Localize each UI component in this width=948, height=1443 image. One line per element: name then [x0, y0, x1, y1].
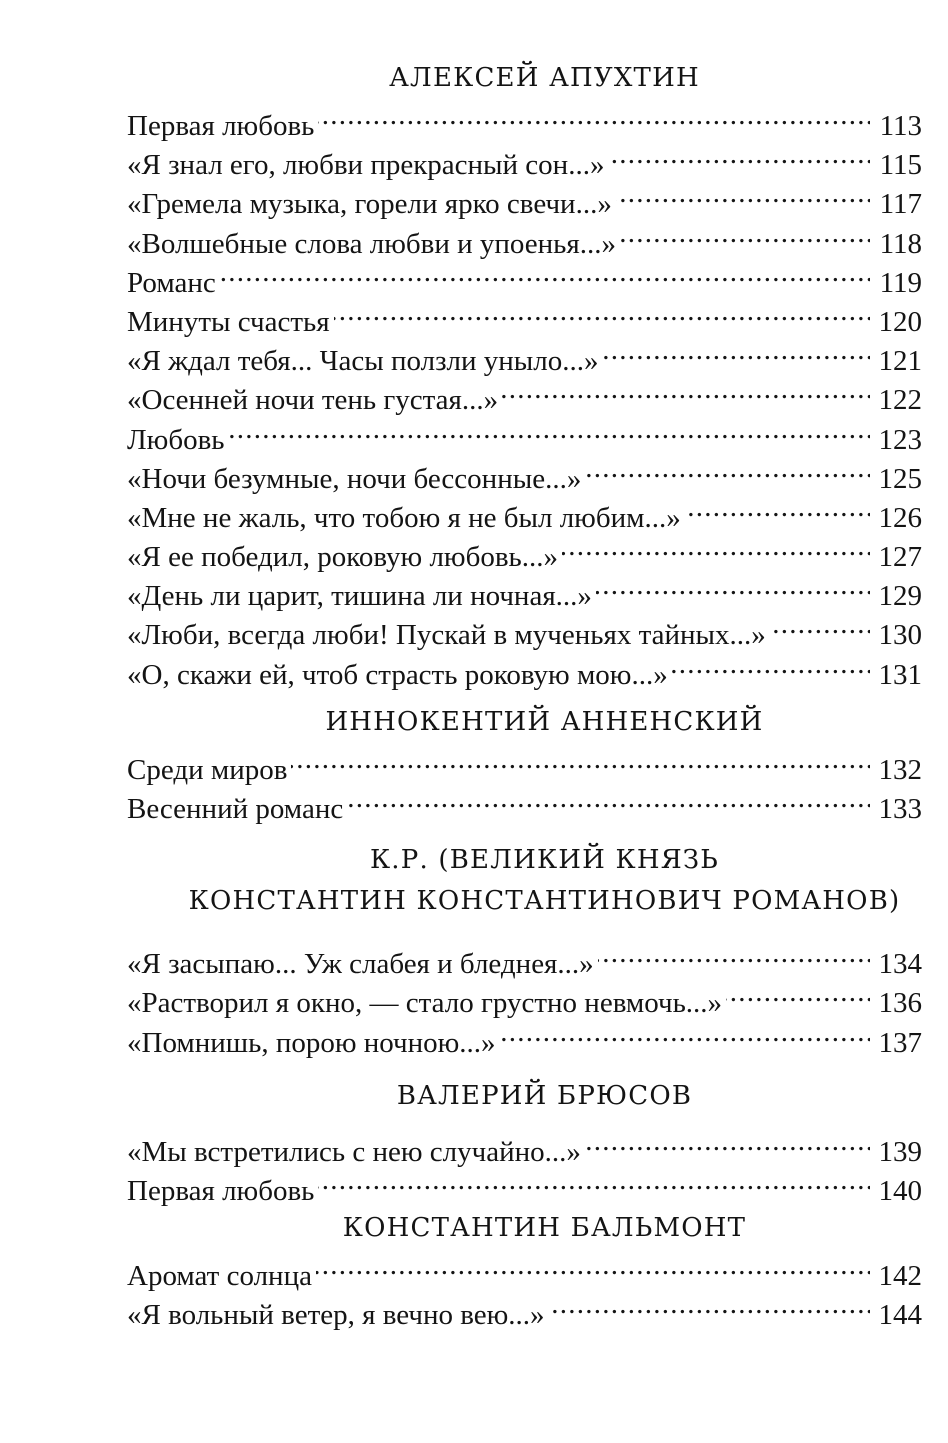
toc-entry	[127, 449, 922, 495]
author-name-line: КОНСТАНТИН КОНСТАНТИНОВИЧ РОМАНОВ)	[188, 886, 901, 917]
toc-section	[127, 704, 922, 825]
dot-leader	[549, 1285, 870, 1324]
dot-leader	[318, 1161, 870, 1200]
dot-leader	[598, 934, 870, 973]
dot-leader	[596, 566, 870, 605]
dot-leader	[672, 645, 870, 684]
author-name-line: ИННОКЕНТИЙ АННЕНСКИЙ	[325, 706, 764, 737]
dot-leader	[603, 331, 870, 370]
dot-leader	[620, 214, 870, 253]
entry-page-number: 139	[878, 1135, 922, 1168]
dot-leader	[502, 370, 870, 409]
entry-title: Среди миров	[127, 753, 288, 786]
entry-list	[127, 934, 922, 1059]
author-name-line: ВАЛЕРИЙ БРЮСОВ	[396, 1080, 693, 1111]
entry-page-number: 133	[878, 793, 922, 825]
entry-page-number: 136	[878, 987, 922, 1020]
author-name-line: КОНСТАНТИН БАЛЬМОНТ	[342, 1213, 747, 1244]
author-name-line: К.Р. (ВЕЛИКИЙ КНЯЗЬ	[369, 845, 720, 876]
entry-page-number: 122	[878, 384, 922, 417]
entry-title: «Люби, всегда люби! Пускай в мученьях тайных...»	[127, 619, 766, 652]
dot-leader	[585, 449, 870, 488]
author-name-line: АЛЕКСЕЙ АПУХТИН	[389, 63, 700, 93]
toc-entry	[127, 253, 922, 299]
dot-leader	[318, 96, 870, 135]
entry-page-number: 142	[878, 1260, 922, 1293]
entry-page-number: 118	[879, 227, 922, 260]
entry-title: «Помнишь, порою ночною...»	[127, 1026, 496, 1059]
toc-entry	[127, 934, 922, 981]
entry-title: «Я знал его, любви прекрасный сон...»	[127, 149, 605, 182]
entry-title: «Гремела музыка, горели ярко свечи...»	[127, 188, 612, 221]
dot-leader	[220, 253, 870, 292]
entry-page-number: 121	[878, 345, 922, 378]
entry-page-number: 113	[879, 110, 922, 142]
toc-entry	[127, 292, 922, 338]
dot-leader	[562, 527, 870, 566]
entry-title: «Я вольный ветер, я вечно вею...»	[127, 1299, 545, 1332]
table-of-contents	[127, 60, 922, 1332]
entry-page-number: 120	[878, 305, 922, 338]
toc-section	[127, 1078, 922, 1207]
entry-title: «Ночи безумные, ночи бессонные...»	[127, 462, 582, 495]
dot-leader	[316, 1246, 870, 1285]
toc-entry	[127, 1246, 922, 1293]
entry-list	[127, 96, 922, 691]
entry-page-number: 132	[878, 753, 922, 786]
entry-list	[127, 1122, 922, 1207]
entry-page-number: 115	[879, 149, 922, 182]
author-heading	[127, 704, 922, 740]
author-heading	[127, 840, 922, 922]
entry-page-number: 119	[879, 266, 922, 299]
entry-page-number: 126	[878, 501, 922, 534]
author-heading	[127, 1210, 922, 1246]
dot-leader	[229, 410, 870, 449]
entry-page-number: 131	[878, 658, 922, 691]
entry-list	[127, 740, 922, 825]
toc-entry	[127, 96, 922, 142]
entry-page-number: 144	[878, 1299, 922, 1332]
dot-leader	[500, 1013, 870, 1052]
toc-entry	[127, 410, 922, 456]
entry-page-number: 137	[878, 1026, 922, 1059]
dot-leader	[334, 292, 870, 331]
entry-title: «Растворил я окно, — стало грустно невмочь...»	[127, 987, 723, 1020]
entry-title: «Волшебные слова любви и упоенья...»	[127, 227, 616, 260]
author-heading	[127, 1078, 922, 1114]
entry-page-number: 129	[878, 580, 922, 613]
entry-page-number: 127	[878, 541, 922, 574]
entry-page-number: 123	[878, 423, 922, 456]
entry-title: Минуты счастья	[127, 305, 330, 338]
dot-leader	[291, 740, 870, 779]
entry-page-number: 130	[878, 619, 922, 652]
entry-title: Романс	[127, 266, 216, 299]
entry-title: «Я засыпаю... Уж слабея и бледнея...»	[127, 948, 594, 981]
entry-title: Аромат солнца	[127, 1260, 312, 1293]
toc-section	[127, 1210, 922, 1332]
toc-section	[127, 840, 922, 1059]
entry-title: «Мы встретились с нею случайно...»	[127, 1135, 581, 1168]
entry-title: «О, скажи ей, чтоб страсть роковую мою...»	[127, 658, 668, 691]
dot-leader	[685, 488, 870, 527]
dot-leader	[770, 605, 870, 644]
entry-title: «Я ждал тебя... Часы ползли уныло...»	[127, 345, 599, 378]
entry-title: Первая любовь	[127, 1174, 315, 1207]
dot-leader	[347, 779, 870, 818]
dot-leader	[608, 135, 870, 174]
entry-page-number: 125	[878, 462, 922, 495]
dot-leader	[616, 174, 870, 213]
dot-leader	[585, 1122, 870, 1161]
entry-title: «Я ее победил, роковую любовь...»	[127, 541, 559, 574]
toc-entry	[127, 1122, 922, 1168]
dot-leader	[726, 973, 870, 1012]
entry-page-number: 140	[878, 1174, 922, 1207]
entry-title: Первая любовь	[127, 110, 315, 142]
entry-page-number: 117	[879, 188, 922, 221]
entry-title: Любовь	[127, 423, 225, 456]
entry-title: «День ли царит, тишина ли ночная...»	[127, 580, 592, 613]
toc-entry	[127, 740, 922, 786]
entry-title: «Осенней ночи тень густая...»	[127, 384, 499, 417]
entry-title: «Мне не жаль, что тобою я не был любим...»	[127, 501, 681, 534]
entry-list	[127, 1246, 922, 1332]
entry-page-number: 134	[878, 948, 922, 981]
toc-section	[127, 60, 922, 691]
entry-title: Весенний романс	[127, 793, 344, 825]
author-heading	[127, 60, 922, 96]
